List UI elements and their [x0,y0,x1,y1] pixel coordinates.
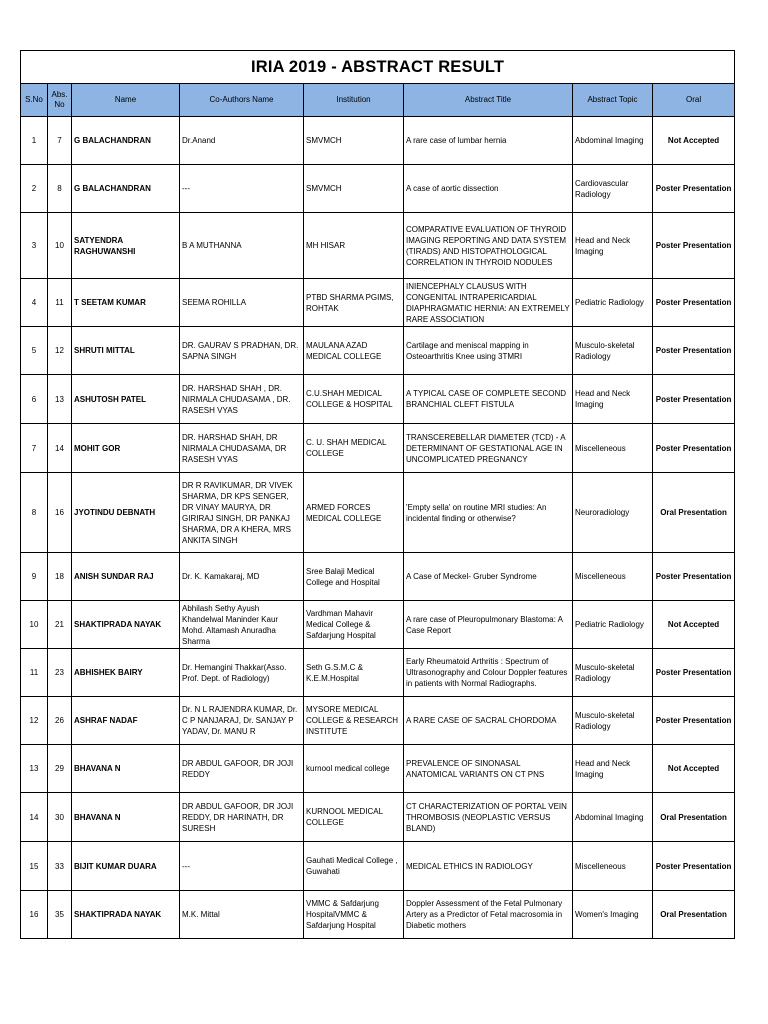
cell-sno: 7 [21,424,48,473]
cell-abs-no: 14 [48,424,72,473]
table-row [21,553,735,601]
cell-coauthors: DR. HARSHAD SHAH , DR. NIRMALA CHUDASAMA , DR. RASESH VYAS [180,375,304,424]
cell-sno: 11 [21,649,48,697]
cell-coauthors: Dr.Anand [180,117,304,165]
cell-abstract-topic: Musculo-skeletal Radiology [573,697,653,745]
cell-coauthors: B A MUTHANNA [180,213,304,279]
cell-institution: KURNOOL MEDICAL COLLEGE [304,793,404,842]
cell-abstract-topic: Neuroradiology [573,473,653,553]
cell-institution: Seth G.S.M.C & K.E.M.Hospital [304,649,404,697]
cell-abs-no: 11 [48,279,72,327]
cell-sno: 10 [21,601,48,649]
cell-abstract-title: A TYPICAL CASE OF COMPLETE SECOND BRANCHIAL CLEFT FISTULA [404,375,573,424]
cell-institution: PTBD SHARMA PGIMS, ROHTAK [304,279,404,327]
table-row [21,279,735,327]
cell-abs-no: 33 [48,842,72,891]
table-row [21,165,735,213]
cell-abs-no: 30 [48,793,72,842]
cell-coauthors: Dr. K. Kamakaraj, MD [180,553,304,601]
table-row [21,842,735,891]
cell-abstract-topic: Head and Neck Imaging [573,745,653,793]
page-title: IRIA 2019 - ABSTRACT RESULT [21,51,735,84]
cell-name: BHAVANA N [72,745,180,793]
column-header-institution: Institution [304,84,404,117]
cell-abstract-title: INIENCEPHALY CLAUSUS WITH CONGENITAL INTRAPERICARDIAL DIAPHRAGMATIC HERNIA: AN EXTREMELY RARE ASSOCIATION [404,279,573,327]
cell-coauthors: --- [180,165,304,213]
cell-sno: 12 [21,697,48,745]
cell-result: Poster Presentation [653,213,735,279]
cell-result: Poster Presentation [653,375,735,424]
cell-abs-no: 35 [48,891,72,939]
cell-coauthors: M.K. Mittal [180,891,304,939]
column-header-abs-no: Abs. No [48,84,72,117]
cell-name: G BALACHANDRAN [72,165,180,213]
cell-name: MOHIT GOR [72,424,180,473]
cell-result: Poster Presentation [653,327,735,375]
cell-name: JYOTINDU DEBNATH [72,473,180,553]
table-header-row [21,84,735,117]
table-row [21,697,735,745]
column-header-sno: S.No [21,84,48,117]
cell-result: Not Accepted [653,117,735,165]
cell-sno: 2 [21,165,48,213]
cell-name: ABHISHEK BAIRY [72,649,180,697]
table-row [21,649,735,697]
cell-result: Poster Presentation [653,424,735,473]
cell-institution: Sree Balaji Medical College and Hospital [304,553,404,601]
cell-name: T SEETAM KUMAR [72,279,180,327]
cell-abstract-title: COMPARATIVE EVALUATION OF THYROID IMAGING REPORTING AND DATA SYSTEM (TIRADS) AND HISTOPATHOLOGICAL CORRELATION IN THYROID NODULES [404,213,573,279]
column-header-result: Oral [653,84,735,117]
table-row [21,891,735,939]
cell-sno: 13 [21,745,48,793]
cell-institution: C.U.SHAH MEDICAL COLLEGE & HOSPITAL [304,375,404,424]
cell-abstract-title: Early Rheumatoid Arthritis : Spectrum of Ultrasonography and Colour Doppler features in patients with Normal Radiographs. [404,649,573,697]
cell-abs-no: 16 [48,473,72,553]
cell-abstract-title: A rare case of Pleuropulmonary Blastoma: A Case Report [404,601,573,649]
cell-sno: 1 [21,117,48,165]
cell-sno: 14 [21,793,48,842]
cell-institution: Vardhman Mahavir Medical College & Safdarjung Hospital [304,601,404,649]
cell-abs-no: 26 [48,697,72,745]
cell-abstract-title: PREVALENCE OF SINONASAL ANATOMICAL VARIANTS ON CT PNS [404,745,573,793]
cell-sno: 3 [21,213,48,279]
cell-result: Poster Presentation [653,165,735,213]
cell-result: Poster Presentation [653,279,735,327]
cell-sno: 8 [21,473,48,553]
cell-sno: 16 [21,891,48,939]
cell-institution: ARMED FORCES MEDICAL COLLEGE [304,473,404,553]
cell-name: SHAKTIPRADA NAYAK [72,891,180,939]
cell-abstract-title: MEDICAL ETHICS IN RADIOLOGY [404,842,573,891]
cell-sno: 15 [21,842,48,891]
cell-result: Oral Presentation [653,793,735,842]
cell-result: Poster Presentation [653,649,735,697]
cell-institution: VMMC & Safdarjung HospitalVMMC & Safdarjung Hospital [304,891,404,939]
cell-name: BHAVANA N [72,793,180,842]
cell-name: SATYENDRA RAGHUWANSHI [72,213,180,279]
cell-abstract-title: 'Empty sella' on routine MRI studies: An incidental finding or otherwise? [404,473,573,553]
cell-abstract-title: A rare case of lumbar hernia [404,117,573,165]
cell-coauthors: SEEMA ROHILLA [180,279,304,327]
cell-institution: MH HISAR [304,213,404,279]
cell-sno: 6 [21,375,48,424]
cell-abstract-title: A case of aortic dissection [404,165,573,213]
cell-abstract-title: A Case of Meckel- Gruber Syndrome [404,553,573,601]
column-header-abstract-title: Abstract Title [404,84,573,117]
cell-institution: SMVMCH [304,117,404,165]
cell-coauthors: DR ABDUL GAFOOR, DR JOJI REDDY [180,745,304,793]
cell-name: G BALACHANDRAN [72,117,180,165]
cell-abstract-topic: Cardiovascular Radiology [573,165,653,213]
cell-coauthors: DR ABDUL GAFOOR, DR JOJI REDDY, DR HARINATH, DR SURESH [180,793,304,842]
cell-abstract-topic: Abdominal Imaging [573,117,653,165]
cell-abstract-topic: Miscelleneous [573,553,653,601]
cell-abstract-topic: Pediatric Radiology [573,279,653,327]
cell-abstract-topic: Head and Neck Imaging [573,213,653,279]
cell-abs-no: 8 [48,165,72,213]
cell-coauthors: DR R RAVIKUMAR, DR VIVEK SHARMA, DR KPS SENGER, DR VINAY MAURYA, DR GIRIRAJ SINGH, DR PANKAJ SHARMA, DR A KHERA, MRS ANKITA SINGH [180,473,304,553]
cell-result: Poster Presentation [653,842,735,891]
column-header-name: Name [72,84,180,117]
cell-name: SHAKTIPRADA NAYAK [72,601,180,649]
cell-abs-no: 10 [48,213,72,279]
cell-abs-no: 7 [48,117,72,165]
cell-result: Not Accepted [653,745,735,793]
cell-abstract-title: TRANSCEREBELLAR DIAMETER (TCD) - A DETERMINANT OF GESTATIONAL AGE IN UNCOMPLICATED PREGNANCY [404,424,573,473]
cell-coauthors: Dr. N L RAJENDRA KUMAR, Dr. C P NANJARAJ, Dr. SANJAY P YADAV, Dr. MANU R [180,697,304,745]
cell-institution: SMVMCH [304,165,404,213]
cell-abs-no: 12 [48,327,72,375]
cell-name: BIJIT KUMAR DUARA [72,842,180,891]
cell-abstract-topic: Miscelleneous [573,842,653,891]
cell-sno: 9 [21,553,48,601]
cell-coauthors: Abhilash Sethy Ayush Khandelwal Maninder Kaur Mohd. Altamash Anuradha Sharma [180,601,304,649]
cell-institution: MAULANA AZAD MEDICAL COLLEGE [304,327,404,375]
cell-coauthors: --- [180,842,304,891]
cell-abstract-topic: Pediatric Radiology [573,601,653,649]
cell-abstract-topic: Miscelleneous [573,424,653,473]
cell-abs-no: 13 [48,375,72,424]
cell-name: ASHRAF NADAF [72,697,180,745]
cell-coauthors: Dr. Hemangini Thakkar(Asso. Prof. Dept. of Radiology) [180,649,304,697]
cell-name: SHRUTI MITTAL [72,327,180,375]
cell-abstract-title: CT CHARACTERIZATION OF PORTAL VEIN THROMBOSIS (NEOPLASTIC VERSUS BLAND) [404,793,573,842]
cell-coauthors: DR. GAURAV S PRADHAN, DR. SAPNA SINGH [180,327,304,375]
cell-result: Not Accepted [653,601,735,649]
cell-sno: 5 [21,327,48,375]
table-row [21,213,735,279]
cell-institution: MYSORE MEDICAL COLLEGE & RESEARCH INSTITUTE [304,697,404,745]
cell-abs-no: 18 [48,553,72,601]
table-row [21,473,735,553]
table-row [21,601,735,649]
cell-institution: Gauhati Medical College , Guwahati [304,842,404,891]
table-body [21,117,735,939]
cell-sno: 4 [21,279,48,327]
cell-abstract-topic: Musculo-skeletal Radiology [573,327,653,375]
cell-abstract-topic: Head and Neck Imaging [573,375,653,424]
table-row [21,793,735,842]
table-row [21,424,735,473]
cell-abstract-topic: Abdominal Imaging [573,793,653,842]
cell-abs-no: 29 [48,745,72,793]
cell-abstract-title: Doppler Assessment of the Fetal Pulmonary Artery as a Predictor of Fetal macrosomia in Diabetic mothers [404,891,573,939]
column-header-abstract-topic: Abstract Topic [573,84,653,117]
cell-abstract-title: Cartilage and meniscal mapping in Osteoarthritis Knee using 3TMRI [404,327,573,375]
cell-abstract-topic: Musculo-skeletal Radiology [573,649,653,697]
cell-institution: kurnool medical college [304,745,404,793]
column-header-coauthors: Co-Authors Name [180,84,304,117]
cell-result: Poster Presentation [653,553,735,601]
table-row [21,117,735,165]
cell-abs-no: 21 [48,601,72,649]
abstract-result-table [20,50,735,939]
cell-coauthors: DR. HARSHAD SHAH, DR NIRMALA CHUDASAMA, DR RASESH VYAS [180,424,304,473]
table-row [21,745,735,793]
cell-result: Poster Presentation [653,697,735,745]
cell-institution: C. U. SHAH MEDICAL COLLEGE [304,424,404,473]
cell-name: ASHUTOSH PATEL [72,375,180,424]
table-row [21,375,735,424]
cell-result: Oral Presentation [653,473,735,553]
cell-abstract-title: A RARE CASE OF SACRAL CHORDOMA [404,697,573,745]
table-row [21,327,735,375]
cell-abstract-topic: Women's Imaging [573,891,653,939]
cell-name: ANISH SUNDAR RAJ [72,553,180,601]
cell-abs-no: 23 [48,649,72,697]
cell-result: Oral Presentation [653,891,735,939]
